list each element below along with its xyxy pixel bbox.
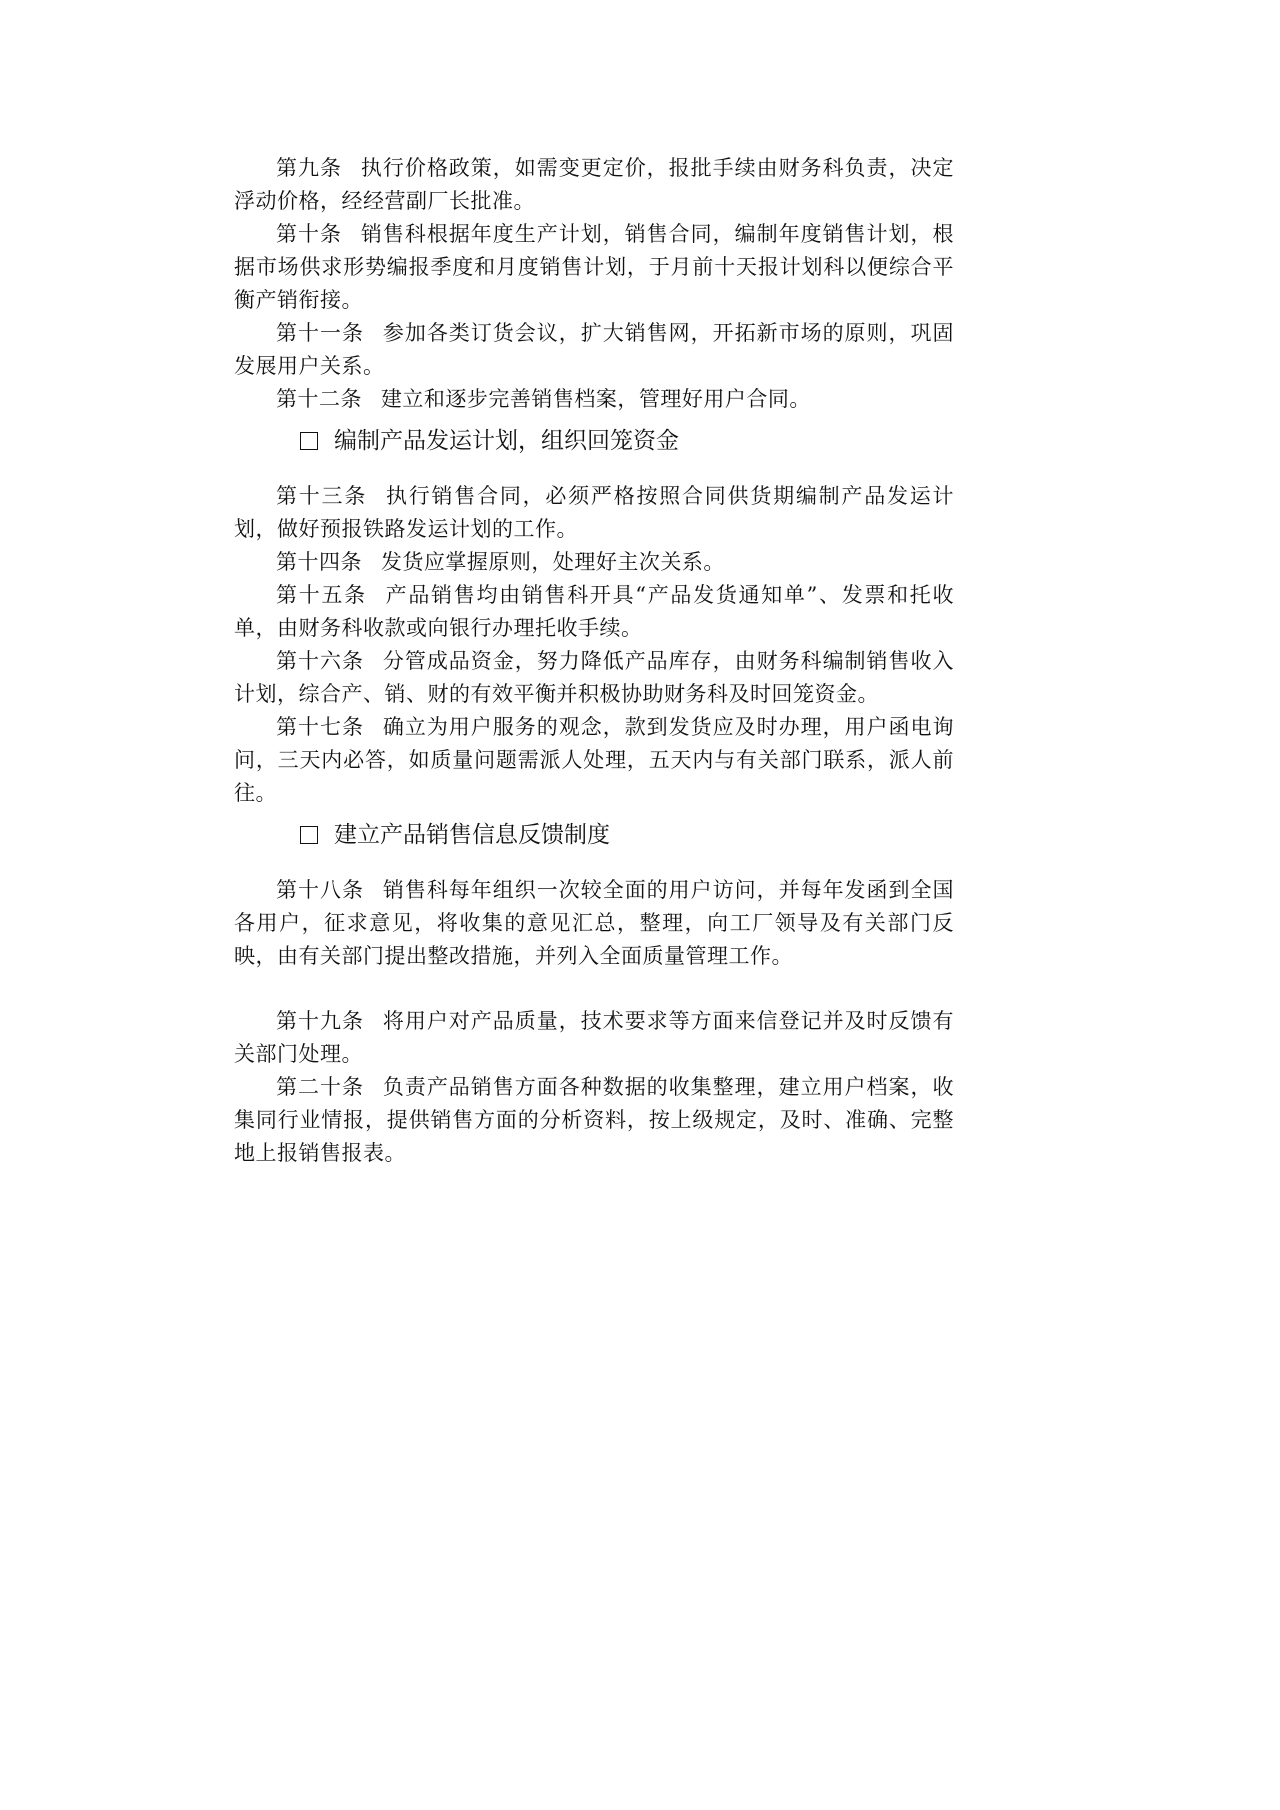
- article-paragraph: [234, 1005, 954, 1071]
- article-paragraph: [234, 152, 954, 218]
- section-heading: [234, 818, 954, 852]
- article-number: 第十四条: [276, 550, 362, 574]
- section-2: [234, 480, 954, 810]
- checkbox-square-icon: [300, 826, 318, 844]
- article-number: 第十六条: [276, 649, 364, 673]
- section-heading-text: 建立产品销售信息反馈制度: [334, 822, 610, 848]
- article-text: 分管成品资金，努力降低产品库存，由财务科编制销售收入计划，综合产、销、财的有效平衡并积极协助财务科及时回笼资金。: [234, 649, 955, 706]
- article-number: 第十条: [276, 222, 342, 246]
- article-text: 执行价格政策，如需变更定价，报批手续由财务科负责，决定浮动价格，经经营副厂长批准。: [234, 156, 955, 213]
- article-text: 参加各类订货会议，扩大销售网，开拓新市场的原则，巩固发展用户关系。: [234, 321, 955, 378]
- section-heading-text: 编制产品发运计划，组织回笼资金: [334, 428, 679, 454]
- article-number: 第九条: [276, 156, 342, 180]
- article-paragraph: [234, 480, 954, 546]
- checkbox-square-icon: [300, 432, 318, 450]
- article-number: 第十七条: [276, 715, 364, 739]
- article-text: 销售科每年组织一次较全面的用户访问，并每年发函到全国各用户，征求意见，将收集的意见汇总，整理，向工厂领导及有关部门反映，由有关部门提出整改措施，并列入全面质量管理工作。: [234, 878, 955, 968]
- article-paragraph: [234, 579, 954, 645]
- paragraph-gap: [234, 973, 954, 1005]
- section-heading: [234, 424, 954, 458]
- article-number: 第十五条: [276, 583, 367, 607]
- article-number: 第二十条: [276, 1075, 364, 1099]
- article-text: 建立和逐步完善销售档案，管理好用户合同。: [380, 387, 811, 411]
- article-paragraph: [234, 383, 954, 416]
- article-number: 第十三条: [276, 484, 368, 508]
- article-paragraph: [234, 546, 954, 579]
- article-paragraph: [234, 1071, 954, 1170]
- article-number: 第十二条: [276, 387, 362, 411]
- article-paragraph: [234, 711, 954, 810]
- section-3: [234, 874, 954, 1170]
- article-text: 发货应掌握原则，处理好主次关系。: [380, 550, 725, 574]
- article-paragraph: [234, 645, 954, 711]
- article-text: 将用户对产品质量，技术要求等方面来信登记并及时反馈有关部门处理。: [234, 1009, 955, 1066]
- article-paragraph: [234, 874, 954, 973]
- section-1: [234, 152, 954, 416]
- article-text: 执行销售合同，必须严格按照合同供货期编制产品发运计划，做好预报铁路发运计划的工作。: [234, 484, 955, 541]
- article-paragraph: [234, 317, 954, 383]
- article-text: 产品销售均由销售科开具“产品发货通知单”、发票和托收单，由财务科收款或向银行办理托收手续。: [234, 583, 954, 640]
- document-page: [234, 152, 954, 1170]
- article-text: 确立为用户服务的观念，款到发货应及时办理，用户函电询问，三天内必答，如质量问题需派人处理，五天内与有关部门联系，派人前往。: [234, 715, 955, 805]
- article-number: 第十一条: [276, 321, 364, 345]
- article-text: 负责产品销售方面各种数据的收集整理，建立用户档案，收集同行业情报，提供销售方面的分析资料，按上级规定，及时、准确、完整地上报销售报表。: [234, 1075, 955, 1165]
- article-number: 第十九条: [276, 1009, 364, 1033]
- article-text: 销售科根据年度生产计划，销售合同，编制年度销售计划，根据市场供求形势编报季度和月度销售计划，于月前十天报计划科以便综合平衡产销衔接。: [234, 222, 955, 312]
- article-paragraph: [234, 218, 954, 317]
- article-number: 第十八条: [276, 878, 364, 902]
